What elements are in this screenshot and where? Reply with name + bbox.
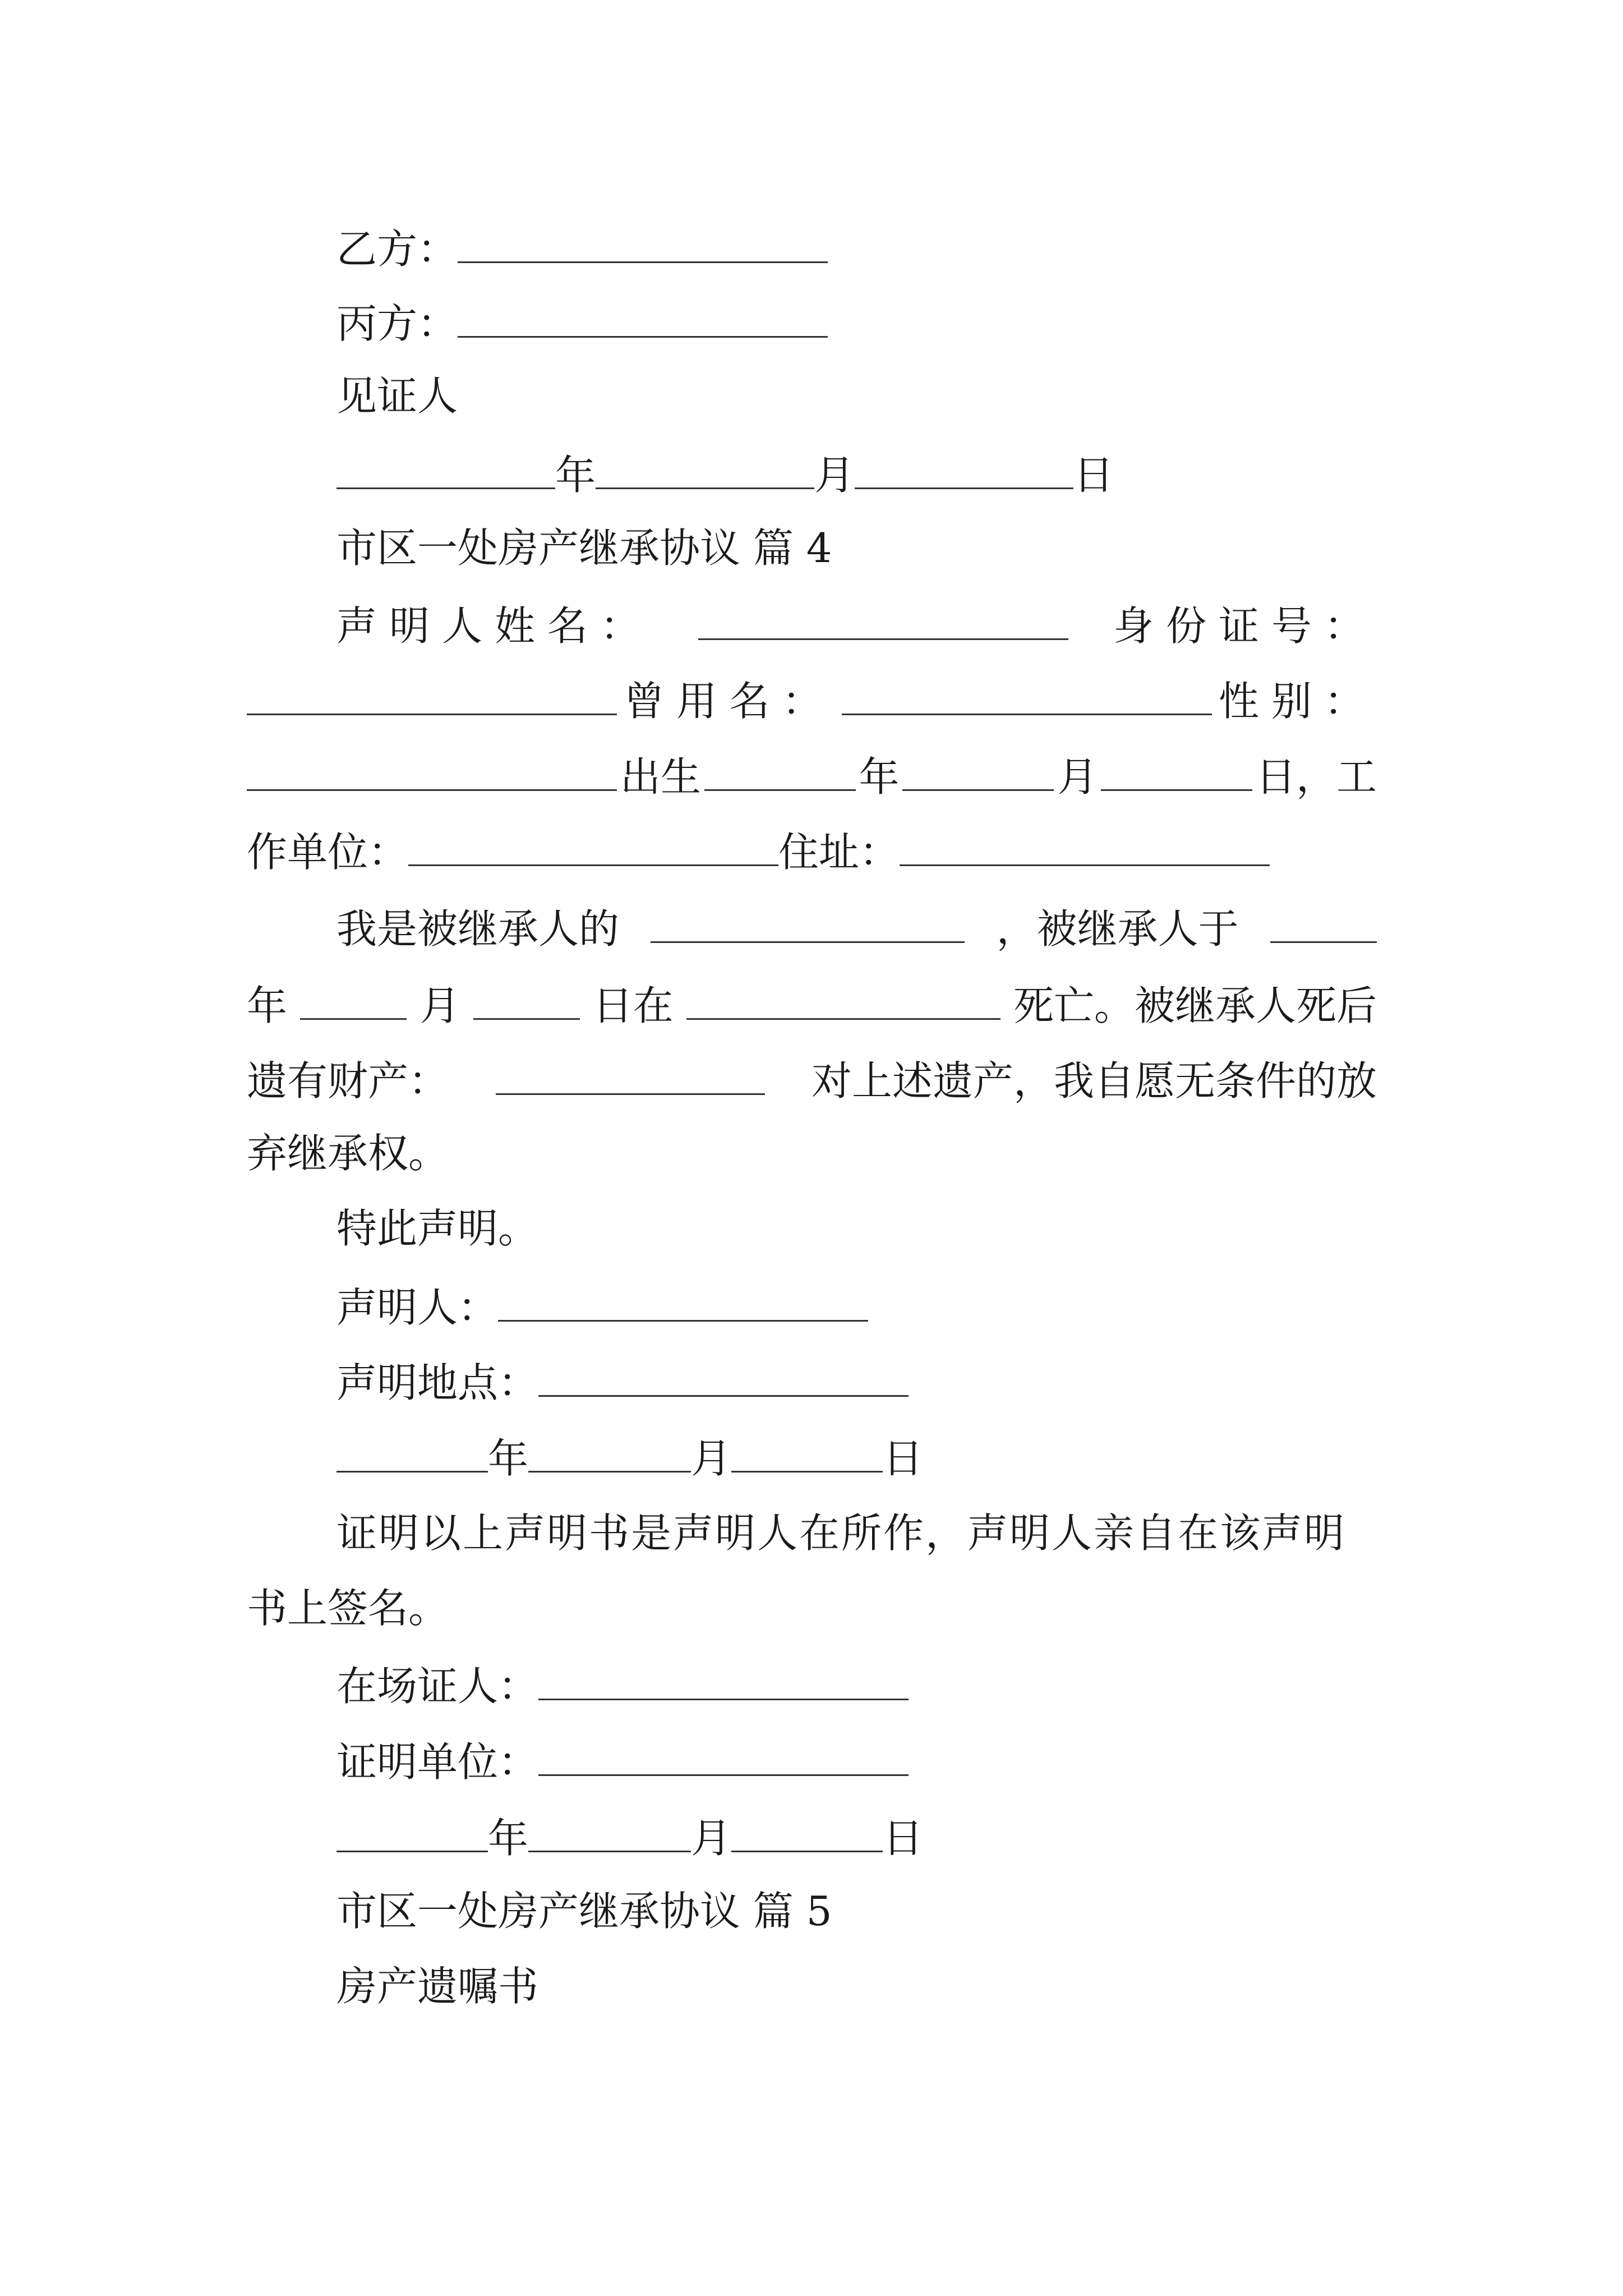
address-label: 住址：: [778, 829, 900, 876]
id-blank[interactable]: [247, 673, 617, 715]
p1-end: 弃继承权。: [247, 1130, 449, 1177]
birth-year-label: 年: [859, 753, 900, 800]
cert-line2: 书上签名。: [247, 1585, 449, 1632]
declarant-blank[interactable]: [498, 1280, 868, 1322]
declarant-line: [336, 1280, 868, 1333]
gender-label: 性别：: [1218, 678, 1377, 725]
birth-line: [247, 749, 1377, 803]
witness-present-blank[interactable]: [538, 1658, 909, 1700]
day-label: 日: [1073, 452, 1114, 499]
birth-month-blank[interactable]: [902, 749, 1054, 791]
day-label-2: 日: [883, 1435, 924, 1482]
day-blank-3[interactable]: [731, 1810, 883, 1852]
birth-day-blank[interactable]: [1101, 749, 1252, 791]
birth-month-label: 月: [1057, 753, 1098, 800]
former-name-blank[interactable]: [842, 673, 1212, 715]
month-blank-2[interactable]: [528, 1430, 691, 1473]
cert-unit-label: 证明单位：: [336, 1738, 539, 1786]
p1-year-label: 年: [247, 982, 288, 1029]
estate-label: 遗有财产：: [247, 1057, 449, 1105]
id-label: 身份证号：: [1113, 602, 1377, 650]
p1-month-label: 月: [419, 982, 460, 1029]
p1-line2: [247, 978, 1377, 1032]
will-title: 房产遗嘱书: [336, 1963, 539, 2010]
p1-line1: [336, 901, 1377, 955]
address-blank[interactable]: [900, 824, 1270, 866]
estate-blank[interactable]: [496, 1053, 765, 1095]
death-month-blank[interactable]: [300, 978, 407, 1020]
death-place-blank[interactable]: [686, 978, 1000, 1020]
month-label: 月: [814, 452, 855, 499]
day-label-3: 日: [883, 1815, 924, 1862]
work-address-line: [247, 824, 1270, 878]
year-blank-2[interactable]: [336, 1430, 488, 1473]
declarant-label: 声明人：: [336, 1284, 499, 1331]
birth-year-blank[interactable]: [704, 749, 856, 791]
section5-title: 市区一处房产继承协议 篇 5: [336, 1888, 832, 1935]
witness-label: 见证人: [336, 372, 458, 420]
party-b-label: 乙方：: [336, 226, 458, 273]
declarant-name-line: [336, 598, 1377, 652]
death-year-blank[interactable]: [1270, 901, 1377, 943]
witness-present-line: [336, 1658, 909, 1712]
gender-blank[interactable]: [247, 749, 617, 791]
party-c-label: 丙方：: [336, 300, 458, 347]
renounce-text: 对上述遗产，我自愿无条件的放: [811, 1057, 1377, 1105]
work-unit-label: 作单位：: [247, 829, 409, 876]
party-c-blank[interactable]: [458, 296, 828, 338]
date-line-3: [336, 1810, 923, 1864]
month-label-2: 月: [691, 1435, 732, 1482]
year-blank[interactable]: [336, 447, 555, 489]
place-label: 声明地点：: [336, 1359, 539, 1406]
month-blank[interactable]: [596, 447, 814, 489]
born-label: 出生: [620, 753, 701, 800]
year-label-2: 年: [488, 1435, 529, 1482]
p1-line3: [247, 1053, 1377, 1107]
p1b-text: ，被继承人于: [996, 905, 1239, 953]
name-blank[interactable]: [698, 598, 1068, 640]
work-unit-blank[interactable]: [408, 824, 778, 866]
year-blank-3[interactable]: [336, 1810, 488, 1852]
former-name-line: [247, 673, 1377, 727]
name-label: 声明人姓名：: [336, 602, 653, 650]
witness-line: [336, 370, 458, 422]
year-label-3: 年: [488, 1815, 529, 1862]
party-b-line: [336, 221, 828, 275]
place-line: [336, 1355, 909, 1409]
cert-unit-blank[interactable]: [538, 1734, 909, 1776]
month-label-3: 月: [691, 1815, 732, 1862]
p1-day-label: 日在: [592, 982, 674, 1029]
party-b-blank[interactable]: [458, 221, 828, 263]
p1a-text: 我是被继承人的: [336, 905, 620, 953]
party-c-line: [336, 296, 828, 349]
former-name-label: 曾用名：: [624, 678, 835, 725]
day-blank[interactable]: [855, 447, 1073, 489]
hereby-declare: 特此声明。: [336, 1205, 539, 1252]
p1-died-text: 死亡。被继承人死后: [1013, 982, 1377, 1029]
cert-unit-line: [336, 1734, 909, 1788]
relation-blank[interactable]: [651, 901, 965, 943]
cert-line1: 证明以上声明书是声明人在所作，声明人亲自在该声明: [336, 1510, 1347, 1557]
date-line-1: [336, 447, 1114, 501]
place-blank[interactable]: [538, 1355, 909, 1397]
birth-day-label: 日，工: [1255, 753, 1377, 800]
month-blank-3[interactable]: [528, 1810, 691, 1852]
section4-title: 市区一处房产继承协议 篇 4: [336, 524, 832, 572]
death-day-blank[interactable]: [473, 978, 580, 1020]
day-blank-2[interactable]: [731, 1430, 883, 1473]
date-line-2: [336, 1430, 923, 1484]
year-label: 年: [555, 452, 596, 499]
witness-present-label: 在场证人：: [336, 1663, 539, 1710]
